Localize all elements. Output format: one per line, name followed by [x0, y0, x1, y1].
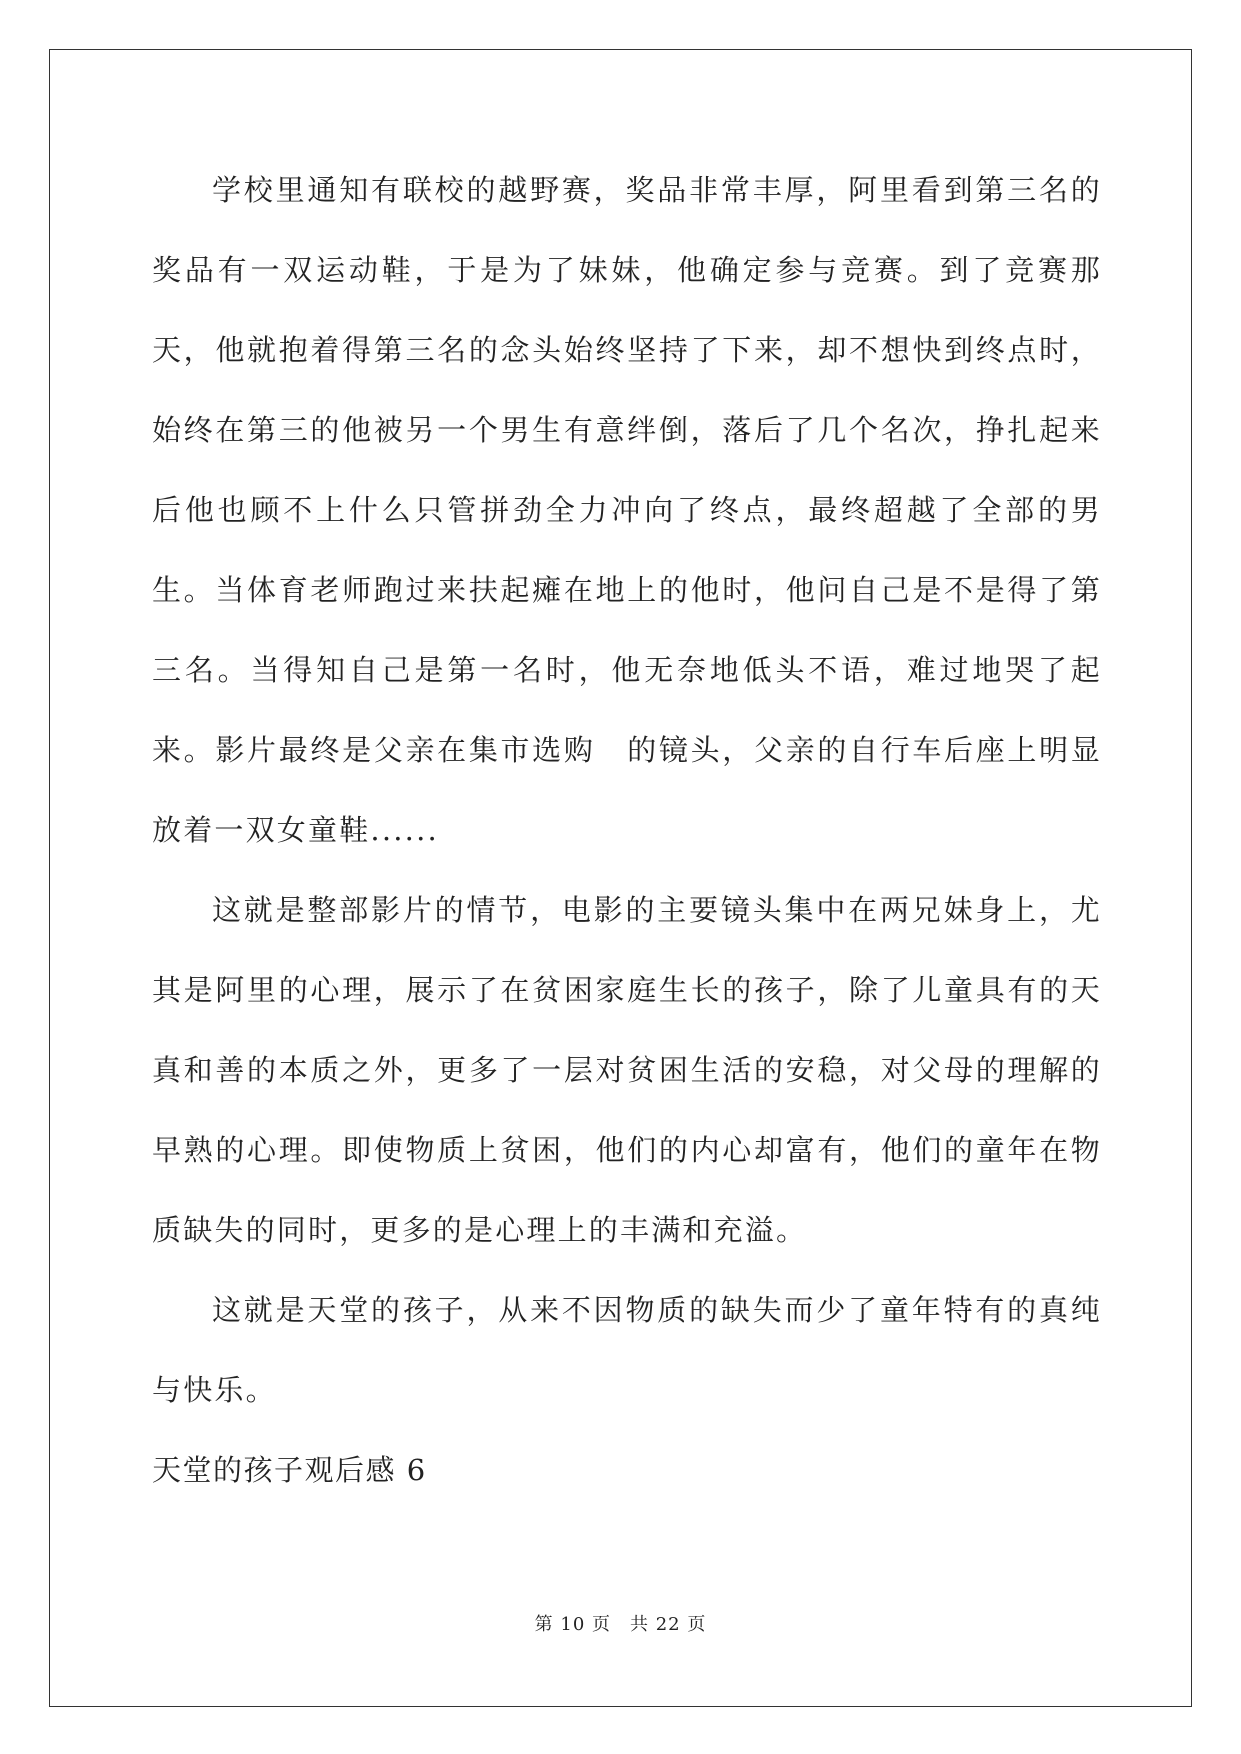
- page-number: 第 10 页 共 22 页: [534, 1614, 707, 1635]
- paragraph-1: 学校里通知有联校的越野赛，奖品非常丰厚，阿里看到第三名的奖品有一双运动鞋，于是为了妹妹，他确定参与竞赛。到了竞赛那天，他就抱着得第三名的念头始终坚持了下来，却不想快到终点时，始终在第三的他被另一个男生有意绊倒，落后了几个名次，挣扎起来后他也顾不上什么只管拼劲全力冲向了终点，最终超越了全部的男生。当体育老师跑过来扶起瘫在地上的他时，他问自己是不是得了第三名。当得知自己是第一名时，他无奈地低头不语，难过地哭了起来。影片最终是父亲在集市选购 的镜头，父亲的自行车后座上明显放着一双女童鞋......: [152, 173, 1102, 847]
- document-body: [152, 150, 1102, 1510]
- paragraph-2: 这就是整部影片的情节，电影的主要镜头集中在两兄妹身上，尤其是阿里的心理，展示了在贫困家庭生长的孩子，除了儿童具有的天真和善的本质之外，更多了一层对贫困生活的安稳，对父母的理解的早熟的心理。即使物质上贫困，他们的内心却富有，他们的童年在物质缺失的同时，更多的是心理上的丰满和充溢。: [152, 893, 1102, 1247]
- page-footer: [0, 1610, 1241, 1636]
- paragraph-3: 这就是天堂的孩子，从来不因物质的缺失而少了童年特有的真纯与快乐。: [152, 1293, 1102, 1407]
- section-heading: 天堂的孩子观后感 6: [152, 1453, 427, 1487]
